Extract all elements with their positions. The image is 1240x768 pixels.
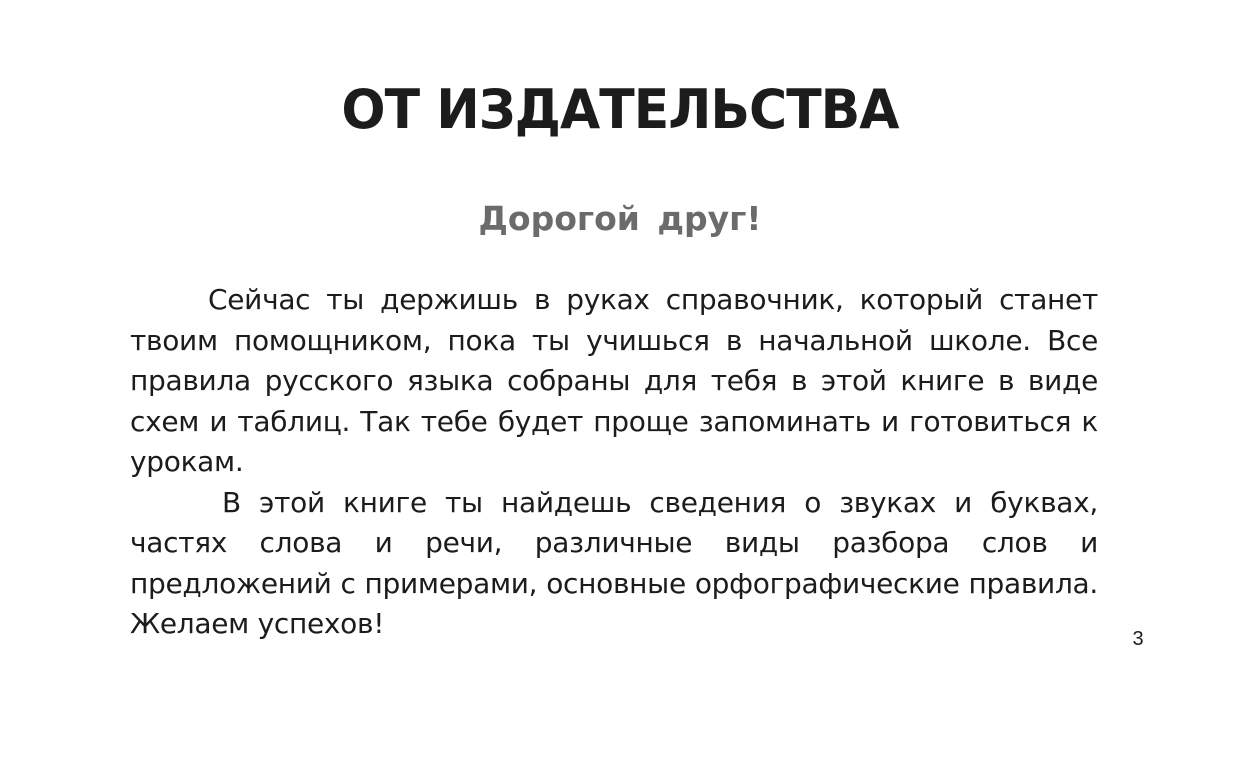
greeting: Дорогой друг! [478, 199, 762, 238]
page-number: 3 [1132, 628, 1144, 650]
page-heading: ОТ ИЗДАТЕЛЬСТВА [341, 78, 899, 142]
paragraph: В этой книге ты найдешь сведения о звуках и буквах, частях слова и речи, различные виды разбора слов и предложений с примерами, основные орфографические правила. Желаем успехов! [130, 485, 1098, 640]
paragraph: Сейчас ты держишь в руках справочник, который станет твоим помощником, пока ты учишься в начальной школе. Все правила русского языка собраны для тебя в этой книге в виде схем и таблиц. Так тебе будет проще запоминать и готовиться к урокам. [130, 283, 1098, 478]
body-text [130, 280, 1098, 645]
